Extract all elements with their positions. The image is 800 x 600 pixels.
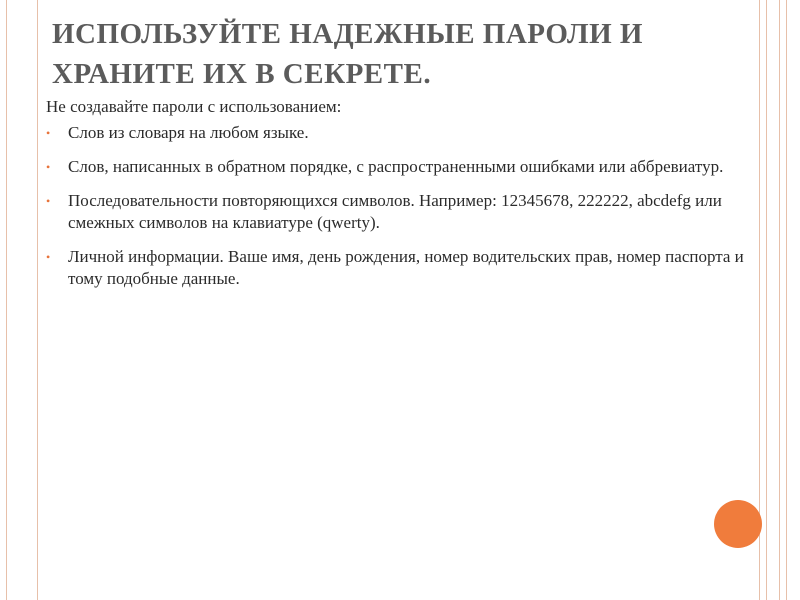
list-item-text: Слов, написанных в обратном порядке, с распространенными ошибками или аббревиатур.: [68, 157, 724, 176]
bullet-icon: •: [46, 194, 51, 208]
list-item: [46, 156, 746, 178]
list-item: [46, 122, 746, 144]
right-decorative-border: [759, 0, 787, 600]
intro-text: Не создавайте пароли с использованием:: [46, 97, 342, 116]
bullet-list: [46, 122, 746, 302]
bullet-icon: •: [46, 126, 51, 140]
list-item-text: Слов из словаря на любом языке.: [68, 123, 309, 142]
slide-title: ИСПОЛЬЗУЙТЕ НАДЕЖНЫЕ ПАРОЛИ И ХРАНИТЕ ИХ В СЕКРЕТЕ.: [52, 18, 643, 90]
list-item: [46, 246, 746, 290]
list-item: [46, 190, 746, 234]
left-decorative-border: [6, 0, 38, 600]
bullet-icon: •: [46, 160, 51, 174]
bullet-icon: •: [46, 250, 51, 264]
list-item-text: Последовательности повторяющихся символов. Например: 12345678, 222222, abcdefg или смежных символов на клавиатуре (qwerty).: [68, 191, 722, 232]
orange-circle-icon: [714, 500, 762, 548]
list-item-text: Личной информации. Ваше имя, день рождения, номер водительских прав, номер паспорта и тому подобные данные.: [68, 247, 744, 288]
